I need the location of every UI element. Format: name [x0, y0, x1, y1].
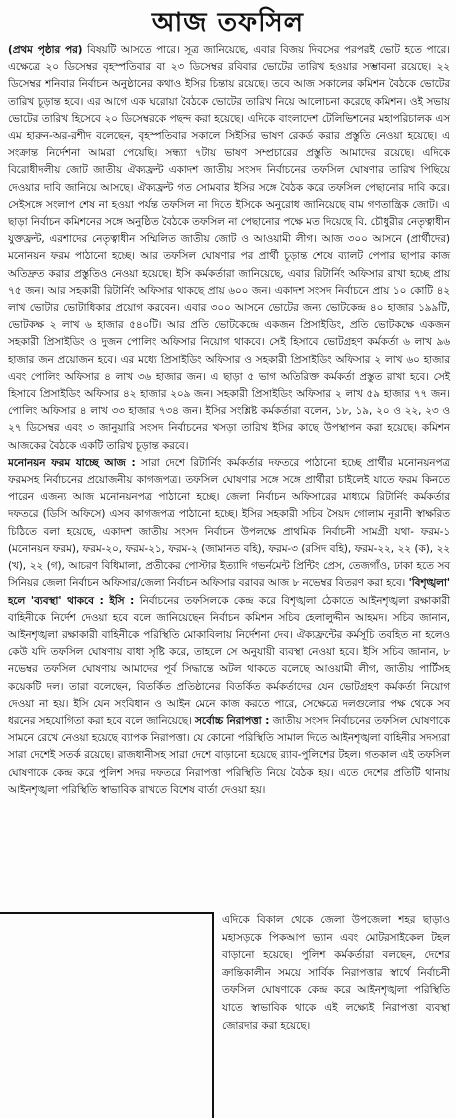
article-tail	[222, 912, 450, 1035]
continuation-label: (প্রথম পৃষ্ঠার পর)	[8, 44, 83, 56]
article-body	[8, 42, 450, 799]
headline: আজ তফসিল	[151, 8, 305, 38]
paragraph-text: নির্বাচনের তফসিলকে কেন্দ্র করে বিশৃঙ্খলা ঠেকাতে আইনশৃঙ্খলা রক্ষাকারী বাহিনীকে নির্দেশ দেওয়া হবে বলে জানিয়েছেন নির্বাচন কমিশন সচিব হেলালুদ্দীন আহমদ। সচিব জানান, আইনশৃঙ্খলা রক্ষাকারী বাহিনীকে পরিস্থিতি মোকাবিলায় নির্দেশনা দেব। ঐক্যফ্রন্টের কর্মসূচি তবহিত না হলেও কেউ যদি তফসিল ঘোষণায় বাধা সৃষ্টি করে, তাহলে সে অনুযায়ী ব্যবস্থা নেওয়া হবে। ইসি সচিব জানান, ৮ নভেম্বর তফসিল ঘোষণায় আমাদের পূর্ব সিদ্ধান্তে অটল থাকতে বলেছে আওয়ামী লীগ, জাতীয় পার্টিসহ কয়েকটি দল। তারা বলেছেন, বিতর্কিত প্রতিষ্ঠানের বিতর্কিত কর্মকর্তাদের যেন ভোটগ্রহণ কর্মকর্তা নিয়োগ দেওয়া না হয়। ইসি যেন সংবিধান ও আইন মেনে কাজ করতে পারে, সেক্ষেত্রে দলগুলোর পক্ষ থেকে সব ধরনের সহযোগিতা করা হবে বলে জানিয়েছে।	[8, 594, 451, 727]
paragraph-tail: এদিকে বিকাল থেকে জেলা উপজেলা শহর ছাড়াও মহাসড়কে পিকআপ ভ্যান এবং মোটরসাইকেল টহল বাড়ানো হয়েছে। পুলিশ কর্মকর্তারা বলছেন, দেশের ক্রান্তিকালীন সময়ে সার্বিক নিরাপত্তার স্বার্থে নির্বাচনী তফসিল ঘোষণাকে কেন্দ্র করে আইনশৃঙ্খলা পরিস্থিতি যাতে স্বাভাবিক থাকে এই লক্ষ্যেই নিরাপত্তা ব্যবস্থা জোরদার করা হয়েছে।	[222, 914, 450, 1032]
subheading-disorder: 'বিশৃঙ্খলা' হলে 'ব্যবস্থা' থাকবে : ইসি :	[8, 577, 450, 607]
empty-column-box	[0, 912, 214, 1118]
paragraph-text: সারা দেশে রিটার্নিং কর্মকর্তার দফতরে পাঠানো হচ্ছে প্রার্থীর মনোনয়নপত্র ফরমসহ নির্বাচনের প্রয়োজনীয় কাগজপত্র। তফসিল ঘোষণার সঙ্গে সঙ্গে প্রার্থীরা চাইলেই যাতে ফরম কিনতে পারেন এজন্য আজ মনোনয়নপত্র পাঠানো হচ্ছে। জেলা নির্বাচন অফিসারের মাধ্যমে রিটার্নিং কর্মকর্তার দফতরে (ডিসি অফিসে) এসব কাগজপত্র পাঠানো হচ্ছে। ইসির সহকারী সচিব সৈয়দ গোলাম নূরানী স্বাক্ষরিত চিঠিতে বলা হয়েছে, একাদশ জাতীয় সংসদ নির্বাচন উপলক্ষে প্রাথমিক নির্বাচনী সামগ্রী যথা- ফরম-১ (মনোনয়ন ফরম), ফরম-২০, ফরম-২১, ফরম-২ (জামানত বহি), ফরম-৩ (রসিদ বহি), ফরম-২২, ২২ (ক), ২২ (খ), ২২ (গ), আচরণ বিধিমালা, প্রতীকের পোস্টার ইত্যাদি গভর্নমেন্ট প্রিন্টিং প্রেস, তেজগাঁও, ঢাকা হতে সব সিনিয়র জেলা নির্বাচন অফিসার/জেলা নির্বাচন অফিসার বরাবর আজ ৮ নভেম্বর বিতরণ করা হবে।	[8, 456, 451, 590]
paragraph-nomination-forms	[8, 455, 450, 799]
paragraph-text: বিষয়টি আসতে পারে। সূত্র জানিয়েছে, এবার বিজয় দিবসের পরপরই ভোট হতে পারে। এক্ষেত্রে ২০ ডিসেম্বর বৃহস্পতিবার বা ২৩ ডিসেম্বর রবিবার ভোটের তারিখ হওয়ার সম্ভাবনা রয়েছে। ২২ ডিসেম্বর শনিবার নির্বাচন অনুষ্ঠানের কথাও ইসির চিন্তায় রয়েছে। তবে আজ সকালের কমিশন বৈঠকে ভোটের তারিখ চূড়ান্ত হবে। এর আগে এক ঘরোয়া বৈঠকে ভোটের তারিখ নিয়ে আলোচনা করেছে কমিশন। ওই সভায় ভোটের তারিখ হিসেবে ২০ ডিসেম্বরকে পছন্দ করা হয়েছে। এদিকে বাংলাদেশ টেলিভিশনের মহাপরিচালক এস এম হারুন-অর-রশীদ বলেছেন, বৃহস্পতিবার সকালে সিইসির ভাষণ রেকর্ড করার প্রস্তুতি নেওয়া হয়েছে। এ সংক্রান্ত নির্দেশনা আমরা পেয়েছি। সন্ধ্যা ৭টায় ভাষণ সম্প্রচারের প্রস্তুতি আমাদের রয়েছে। এদিকে বিরোধীদলীয় জোট জাতীয় ঐক্যফ্রন্ট একাদশ জাতীয় সংসদ নির্বাচনের তফসিল ঘোষণার তারিখ পিছিয়ে দেওয়ার দাবি জানিয়ে আসছে। ঐক্যফ্রন্ট গত সোমবার ইসির সঙ্গে বৈঠক করে তফসিল পেছানোর দাবি করে। সেইসঙ্গে সংলাপ শেষ না হওয়া পর্যন্ত তফসিল না দিতে ইসিকে অনুরোধ জানিয়েছে বাম গণতান্ত্রিক জোট। এ ছাড়া নির্বাচন কমিশনের সঙ্গে অনুষ্ঠিত বৈঠকে তফসিল না পেছানোর পক্ষে মত দিয়েছে বি. চৌধুরীর নেতৃত্বাধীন যুক্তফ্রন্ট, এরশাদের নেতৃত্বাধীন সম্মিলিত জাতীয় জোট ও আওয়ামী লীগ। আজ ৩০০ আসনে (প্রার্থীদের) মনোনয়ন ফরম পাঠানো হচ্ছে। আর তফসিল ঘোষণার পর প্রার্থী চূড়ান্ত শেষে ব্যালট পেপার ছাপার কাজ অতিদ্রুত করার প্রস্তুতিও নেওয়া হয়েছে। ইসি কর্মকর্তারা জানিয়েছে, এবার রিটার্নিং অফিসার রাখা হচ্ছে প্রায় ৭৫ জন। আর সহকারী রিটার্নিং অফিসার থাকছে প্রায় ৬০০ জন। একাদশ সংসদ নির্বাচনে প্রায় ১০ কোটি ৪২ লাখ ভোটার ভোটাধিকার প্রয়োগ করবেন। এবার ৩০০ আসনে ভোটের জন্য ভোটকেন্দ্র ৪০ হাজার ১৯৯টি, ভোটকক্ষ ২ লাখ ৬ হাজার ৫৪০টি। আর প্রতি ভোটকেন্দ্রে একজন প্রিসাইডিং, প্রতি ভোটকক্ষে একজন সহকারী প্রিসাইডিং ও দুজন পোলিং অফিসার নিয়োগ থাকবে। সেই হিসাবে ভোটগ্রহণ কর্মকর্তা ৬ লাখ ৯৬ হাজার জন প্রয়োজন হবে। এর মধ্যে প্রিসাইডিং অফিসার ও সহকারী প্রিসাইডিং অফিসার ২ লাখ ৬০ হাজার এবং পোলিং অফিসার ৪ লাখ ৩৬ হাজার জন। এ ছাড়া ৫ ভাগ অতিরিক্ত কর্মকর্তা প্রস্তুত রাখা হবে। সেই হিসাবে প্রিসাইডিং অফিসার ৪২ হাজার ২০৯ জন। সহকারী প্রিসাইডিং অফিসার ২ লাখ ৫৯ হাজার ৭৭ জন। পোলিং অফিসার ৪ লাখ ৩৩ হাজার ৭৩৪ জন। ইসির সংশ্লিষ্ট কর্মকর্তারা বলেন, ১৮, ১৯, ২০ ও ২২, ২৩ ও ২৭ ডিসেম্বর এবং ৩ জানুয়ারি সংসদ নির্বাচনের খসড়া তারিখ ইসির কাছে উপস্থাপন করা হয়েছে। কমিশন আজকের বৈঠকে একটি তারিখ চূড়ান্ত করবে।	[8, 44, 450, 452]
paragraph-intro	[8, 42, 450, 455]
subheading-nomination-forms: মনোনয়ন ফরম যাচ্ছে আজ :	[8, 456, 136, 469]
paragraph-text: জাতীয় সংসদ নির্বাচনের তফসিল ঘোষণাকে সামনে রেখে নেওয়া হয়েছে ব্যাপক নিরাপত্তা। যে কোনো পরিস্থিতি সামাল দিতে আইনশৃঙ্খলা বাহিনীর সদস্যরা সারা দেশেই সতর্ক রয়েছে। রাজধানীসহ সারা দেশে বাড়ানো হয়েছে র‌্যাব-পুলিশের টহল। গতকাল এই তফসিল ঘোষণাকে কেন্দ্র করে পুলিশ সদর দফতরে নিরাপত্তা পরিস্থিতি নিয়ে বৈঠক হয়। এতে দেশের প্রতিটি থানায় আইনশৃঙ্খলা পরিস্থিতি স্বাভাবিক রাখতে বিশেষ বার্তা দেওয়া হয়।	[8, 714, 450, 796]
subheading-security: সর্বোচ্চ নিরাপত্তা :	[195, 714, 270, 727]
